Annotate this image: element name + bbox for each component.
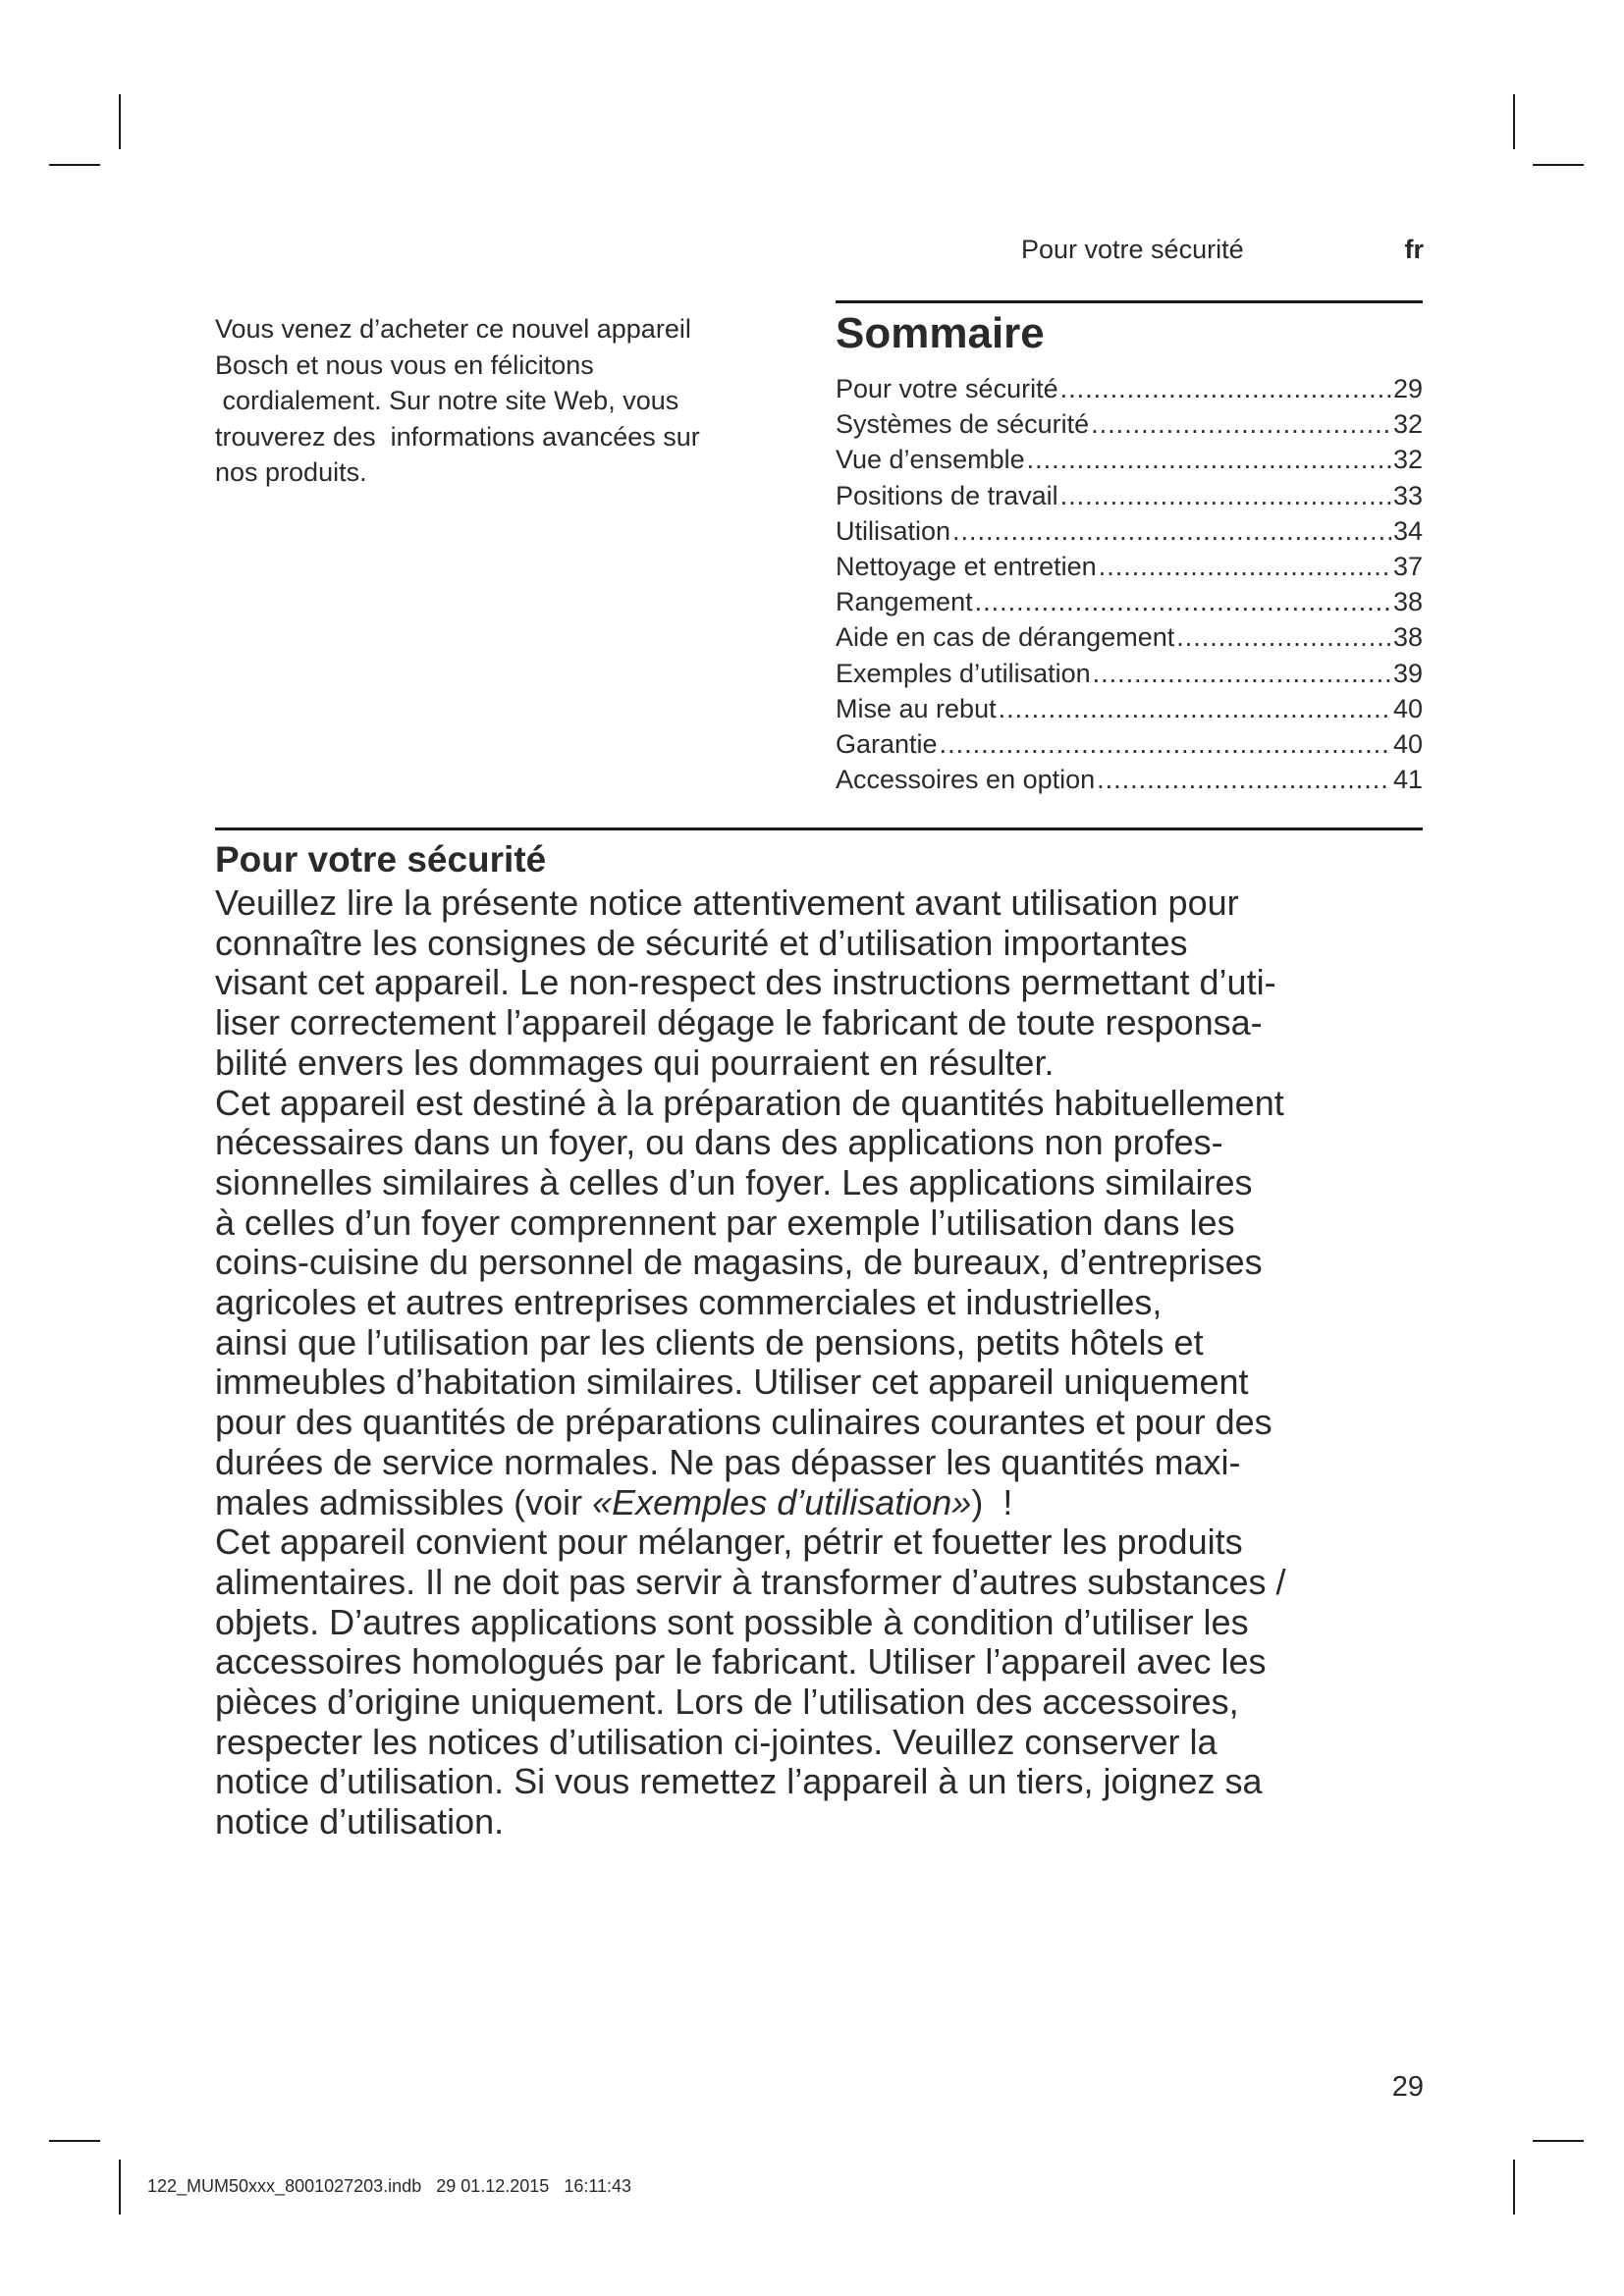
safety-section	[215, 836, 1433, 1842]
page-number: 29	[1391, 2071, 1424, 2103]
running-header-title: Pour votre sécurité	[1021, 234, 1244, 264]
toc-entry-label: Rangement	[836, 587, 973, 617]
body-line: durées de service normales. Ne pas dépasser les quantités maxi-	[215, 1441, 1241, 1482]
toc-entry-page: 32	[1392, 409, 1423, 440]
table-of-contents	[836, 306, 1423, 797]
toc-entry-label: Vue d’ensemble	[836, 445, 1025, 475]
crop-mark-bottom-left-horizontal	[49, 2140, 100, 2142]
intro-line: Bosch et nous vous en félicitons	[215, 349, 594, 380]
body-line: alimentaires. Il ne doit pas servir à transformer d’autres substances /	[215, 1561, 1286, 1602]
toc-entry-exemples-d-utilisation[interactable]	[836, 656, 1423, 691]
toc-leader-dots	[1093, 656, 1391, 691]
toc-leader-dots	[975, 584, 1391, 619]
toc-entry-page: 39	[1392, 658, 1423, 688]
toc-entry-systemes-de-securite[interactable]	[836, 406, 1423, 442]
crop-mark-top-right-horizontal	[1533, 164, 1584, 166]
toc-entry-label: Accessoires en option	[836, 765, 1096, 795]
toc-entry-nettoyage-et-entretien[interactable]	[836, 549, 1423, 584]
toc-leader-dots	[1027, 442, 1391, 477]
body-line: Cet appareil est destiné à la préparation de quantités habituellement	[215, 1082, 1284, 1123]
toc-entry-label: Nettoyage et entretien	[836, 551, 1097, 581]
running-header	[1021, 232, 1424, 267]
toc-top-rule	[836, 300, 1423, 303]
toc-leader-dots	[1060, 371, 1391, 406]
body-line: immeubles d’habitation similaires. Utiliser cet appareil uniquement	[215, 1362, 1249, 1403]
toc-leader-dots	[1176, 619, 1391, 655]
toc-entry-aide-en-cas-de-derangement[interactable]	[836, 619, 1423, 655]
body-line: Cet appareil convient pour mélanger, pétrir et fouetter les produits	[215, 1522, 1243, 1563]
toc-entry-mise-au-rebut[interactable]	[836, 691, 1423, 726]
body-line: liser correctement l’appareil dégage le fabricant de toute responsa-	[215, 1002, 1263, 1043]
body-line: notice d’utilisation. Si vous remettez l’appareil à un tiers, joignez sa	[215, 1761, 1263, 1802]
crop-mark-bottom-right-vertical	[1513, 2160, 1515, 2215]
toc-leader-dots	[952, 513, 1391, 549]
body-line: visant cet appareil. Le non-respect des instructions permettant d’uti-	[215, 962, 1276, 1003]
body-line: bilité envers les dommages qui pourraient en résulter.	[215, 1041, 1055, 1083]
toc-leader-dots	[1097, 762, 1391, 797]
print-slug: 122_MUM50xxx_8001027203.indb 29 01.12.2015 16:11:43	[147, 2176, 632, 2196]
toc-entry-page: 38	[1392, 622, 1423, 653]
toc-entry-page: 40	[1392, 728, 1423, 759]
crop-mark-bottom-left-vertical	[119, 2160, 121, 2215]
toc-entry-label: Garantie	[836, 728, 938, 759]
body-line: pour des quantités de préparations culinaires courantes et pour des	[215, 1402, 1272, 1443]
language-code: fr	[1404, 234, 1424, 264]
toc-leader-dots	[1099, 549, 1391, 584]
toc-entry-garantie[interactable]	[836, 726, 1423, 762]
body-line: accessoires homologués par le fabricant. Utiliser l’appareil avec les	[215, 1641, 1267, 1682]
ref-line-suffix: ) !	[971, 1481, 1013, 1522]
toc-entry-page: 29	[1392, 374, 1423, 403]
toc-entry-rangement[interactable]	[836, 584, 1423, 619]
cross-reference-link[interactable]: «Exemples d’utilisation»	[592, 1481, 972, 1522]
toc-leader-dots	[999, 691, 1391, 726]
toc-entry-page: 37	[1392, 551, 1423, 581]
crop-mark-bottom-right-horizontal	[1533, 2140, 1584, 2142]
intro-line: cordialement. Sur notre site Web, vous	[215, 386, 679, 415]
toc-entry-label: Systèmes de sécurité	[836, 409, 1090, 440]
toc-entry-page: 41	[1392, 765, 1423, 795]
body-line: à celles d’un foyer comprennent par exemple l’utilisation dans les	[215, 1201, 1235, 1243]
toc-entry-label: Pour votre sécurité	[836, 374, 1058, 403]
toc-entry-label: Utilisation	[836, 515, 951, 546]
toc-entry-page: 33	[1392, 480, 1423, 510]
section-heading: Pour votre sécurité	[215, 839, 547, 880]
toc-entry-page: 40	[1392, 693, 1423, 723]
toc-title: Sommaire	[836, 309, 1045, 357]
body-line: Veuillez lire la présente notice attentivement avant utilisation pour	[215, 882, 1239, 923]
toc-list	[836, 371, 1423, 797]
toc-leader-dots	[1060, 478, 1391, 513]
body-line: ainsi que l’utilisation par les clients de pensions, petits hôtels et	[215, 1321, 1204, 1362]
toc-entry-label: Aide en cas de dérangement	[836, 622, 1175, 653]
body-line: notice d’utilisation.	[215, 1801, 505, 1842]
body-line: sionnelles similaires à celles d’un foyer. Les applications similaires	[215, 1161, 1253, 1202]
toc-entry-vue-d-ensemble[interactable]	[836, 442, 1423, 477]
intro-line: nos produits.	[215, 457, 367, 487]
toc-entry-label: Mise au rebut	[836, 693, 997, 723]
toc-entry-page: 38	[1392, 587, 1423, 617]
toc-leader-dots	[940, 726, 1391, 762]
body-line: coins-cuisine du personnel de magasins, de bureaux, d’entreprises	[215, 1242, 1263, 1283]
ref-line-prefix: males admissibles (voir	[215, 1481, 593, 1522]
crop-mark-top-left-horizontal	[49, 164, 100, 166]
section-rule	[215, 828, 1423, 830]
body-line: agricoles et autres entreprises commerciales et industrielles,	[215, 1282, 1163, 1323]
toc-entry-accessoires-en-option[interactable]	[836, 762, 1423, 797]
toc-entry-utilisation[interactable]	[836, 513, 1423, 549]
toc-entry-label: Exemples d’utilisation	[836, 658, 1091, 688]
body-line: connaître les consignes de sécurité et d’utilisation importantes	[215, 922, 1188, 963]
toc-leader-dots	[1091, 406, 1391, 442]
intro-line: trouverez des informations avancées sur	[215, 421, 700, 452]
body-line-with-reference	[215, 1483, 1433, 1523]
body-line: pièces d’origine uniquement. Lors de l’utilisation des accessoires,	[215, 1682, 1239, 1723]
body-line: respecter les notices d’utilisation ci-jointes. Veuillez conserver la	[215, 1721, 1218, 1762]
body-line: nécessaires dans un foyer, ou dans des applications non profes-	[215, 1122, 1223, 1163]
intro-line: Vous venez d’acheter ce nouvel appareil	[215, 314, 691, 344]
crop-mark-top-right-vertical	[1513, 94, 1515, 149]
toc-entry-page: 32	[1392, 445, 1423, 475]
intro-paragraph	[215, 311, 785, 491]
toc-entry-label: Positions de travail	[836, 480, 1058, 510]
safety-body	[215, 883, 1433, 1842]
crop-mark-top-left-vertical	[119, 94, 121, 149]
toc-entry-page: 34	[1392, 515, 1423, 546]
toc-entry-pour-votre-securite[interactable]	[836, 371, 1423, 406]
body-line: objets. D’autres applications sont possible à condition d’utiliser les	[215, 1601, 1249, 1642]
toc-entry-positions-de-travail[interactable]	[836, 478, 1423, 513]
